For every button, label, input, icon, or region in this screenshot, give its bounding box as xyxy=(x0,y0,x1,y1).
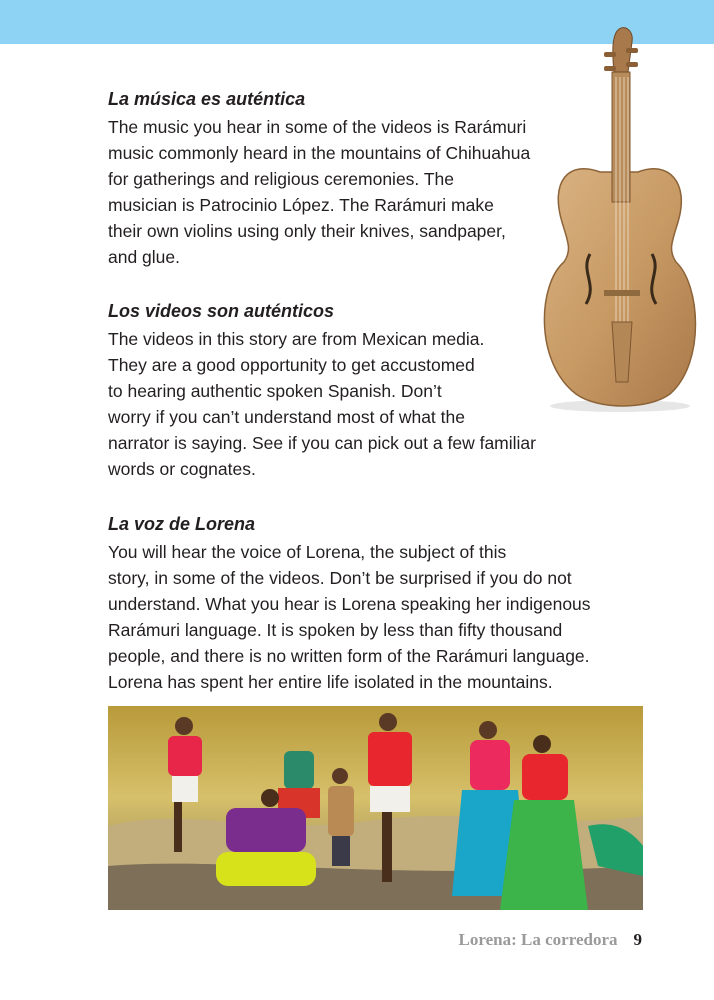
section-heading: La voz de Lorena xyxy=(108,514,256,534)
body-line: They are a good opportunity to get accustomed xyxy=(108,355,475,375)
person xyxy=(278,751,320,818)
body-line: to hearing authentic spoken Spanish. Don’t xyxy=(108,381,442,401)
footer-book-title: Lorena: La corredora xyxy=(458,930,618,949)
body-line: Rarámuri language. It is spoken by less than fifty thousand xyxy=(108,620,563,640)
body-line: The music you hear in some of the videos is Rarámuri xyxy=(108,117,527,137)
group-photo xyxy=(108,706,643,910)
body-line: and glue. xyxy=(108,247,181,267)
page-number: 9 xyxy=(633,930,642,949)
section-heading: La música es auténtica xyxy=(108,89,306,109)
body-line: Lorena has spent her entire life isolated in the mountains. xyxy=(108,672,553,692)
body-line: worry if you can’t understand most of what the xyxy=(108,407,465,427)
body-line: for gatherings and religious ceremonies. The xyxy=(108,169,454,189)
body-line: people, and there is no written form of the Rarámuri language. xyxy=(108,646,590,666)
body-line: their own violins using only their knives, sandpaper, xyxy=(108,221,506,241)
body-line: understand. What you hear is Lorena speaking her indigenous xyxy=(108,594,591,614)
page-footer xyxy=(459,930,642,950)
body-line: narrator is saying. See if you can pick out a few familiar xyxy=(108,433,536,453)
section-heading: Los videos son auténticos xyxy=(108,301,335,321)
body-line: The videos in this story are from Mexican media. xyxy=(108,329,485,349)
body-line: musician is Patrocinio López. The Rarámuri make xyxy=(108,195,494,215)
body-line: story, in some of the videos. Don’t be surprised if you do not xyxy=(108,568,572,588)
body-line: words or cognates. xyxy=(108,459,256,479)
body-line: You will hear the voice of Lorena, the subject of this xyxy=(108,542,507,562)
violin-illustration xyxy=(528,22,706,414)
body-line: music commonly heard in the mountains of Chihuahua xyxy=(108,143,531,163)
section-voz xyxy=(108,513,638,695)
